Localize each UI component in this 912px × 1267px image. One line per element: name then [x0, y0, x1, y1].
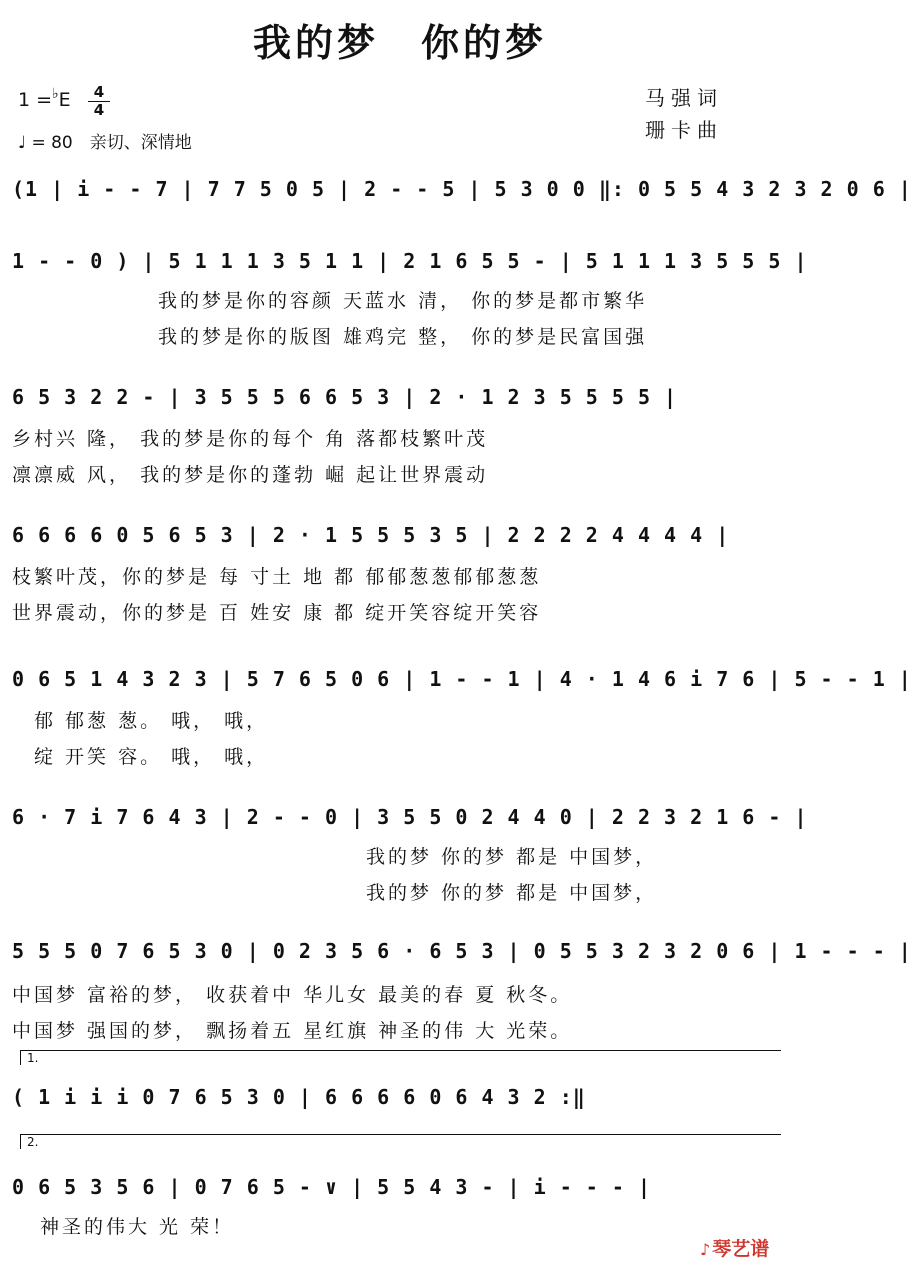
lyric-line: 我的梦 你的梦 都是 中国梦， [366, 882, 658, 904]
lyric-line: 凛凛威 风， 我的梦是你的蓬勃 崛 起让世界震动 [12, 464, 489, 486]
flat-symbol: ♭ [52, 86, 59, 102]
notation-row: 6 5 3 2 2 - | 3 5 5 5 6 6 5 3 | 2 · 1 2 3 5 5 5 5 | [12, 385, 678, 409]
notation-row: 6 6 6 6 0 5 6 5 3 | 2 · 1 5 5 5 3 5 | 2 2 2 2 4 4 4 4 | [12, 523, 730, 547]
lyric-line: 绽 开笑 容。 哦， 哦， [34, 746, 269, 768]
lyric-line: 枝繁叶茂，你的梦是 每 寸土 地 都 郁郁葱葱郁郁葱葱 [12, 566, 542, 588]
notation-row: 1 - - 0 ) | 5 1 1 1 3 5 1 1 | 2 1 6 5 5 - | 5 1 1 1 3 5 5 5 | [12, 249, 808, 273]
notation-row: (1 | i - - 7 | 7 7 5 0 5 | 2 - - 5 | 5 3 0 0 ‖: 0 5 5 4 3 2 3 2 0 6 | [12, 177, 912, 201]
lyric-line: 中国梦 强国的梦， 飘扬着五 星红旗 神圣的伟 大 光荣。 [12, 1020, 573, 1042]
notation-row: 0 6 5 3 5 6 | 0 7 6 5 - ∨ | 5 5 4 3 - | i - - - | [12, 1175, 652, 1199]
song-title: 我的梦 你的梦 [252, 21, 547, 65]
lyric-line: 世界震动，你的梦是 百 姓安 康 都 绽开笑容绽开笑容 [12, 602, 542, 624]
logo-icon: ♪ [700, 1240, 711, 1259]
lyric-line: 神圣的伟大 光 荣！ [40, 1216, 235, 1238]
lyric-line: 我的梦是你的版图 雄鸡完 整， 你的梦是民富国强 [158, 326, 648, 348]
lyric-line: 中国梦 富裕的梦， 收获着中 华儿女 最美的春 夏 秋冬。 [12, 984, 573, 1006]
notation-row: 5 5 5 0 7 6 5 3 0 | 0 2 3 5 6 · 6 5 3 | 0 5 5 3 2 3 2 0 6 | 1 - - - | [12, 939, 912, 963]
lyric-line: 郁 郁葱 葱。 哦， 哦， [34, 710, 269, 732]
notation-row: 0 6 5 1 4 3 2 3 | 5 7 6 5 0 6 | 1 - - 1 | 4 · 1 4 6 i 7 6 | 5 - - 1 | [12, 667, 912, 691]
tempo-marking: ♩ = 80 亲切、深情地 [18, 133, 192, 153]
lyricist: 马强词 [645, 86, 723, 110]
second-ending-bracket: 2. [20, 1134, 781, 1149]
site-logo: ♪ 琴艺谱 [700, 1238, 770, 1260]
credits [645, 82, 723, 146]
composer: 珊卡曲 [645, 118, 723, 142]
notation-row: 6 · 7 i 7 6 4 3 | 2 - - 0 | 3 5 5 0 2 4 4 0 | 2 2 3 2 1 6 - | [12, 805, 808, 829]
lyric-line: 我的梦是你的容颜 天蓝水 清， 你的梦是都市繁华 [158, 290, 648, 312]
key-signature: 1 =♭E [18, 86, 71, 111]
lyric-line: 乡村兴 隆， 我的梦是你的每个 角 落都枝繁叶茂 [12, 428, 489, 450]
first-ending-bracket: 1. [20, 1050, 781, 1065]
time-signature: 4 4 [88, 84, 110, 119]
notation-row: ( 1 i i i 0 7 6 5 3 0 | 6 6 6 6 0 6 4 3 2 :‖ [12, 1085, 586, 1109]
lyric-line: 我的梦 你的梦 都是 中国梦， [366, 846, 658, 868]
quarter-note-icon: ♩ [18, 133, 27, 153]
